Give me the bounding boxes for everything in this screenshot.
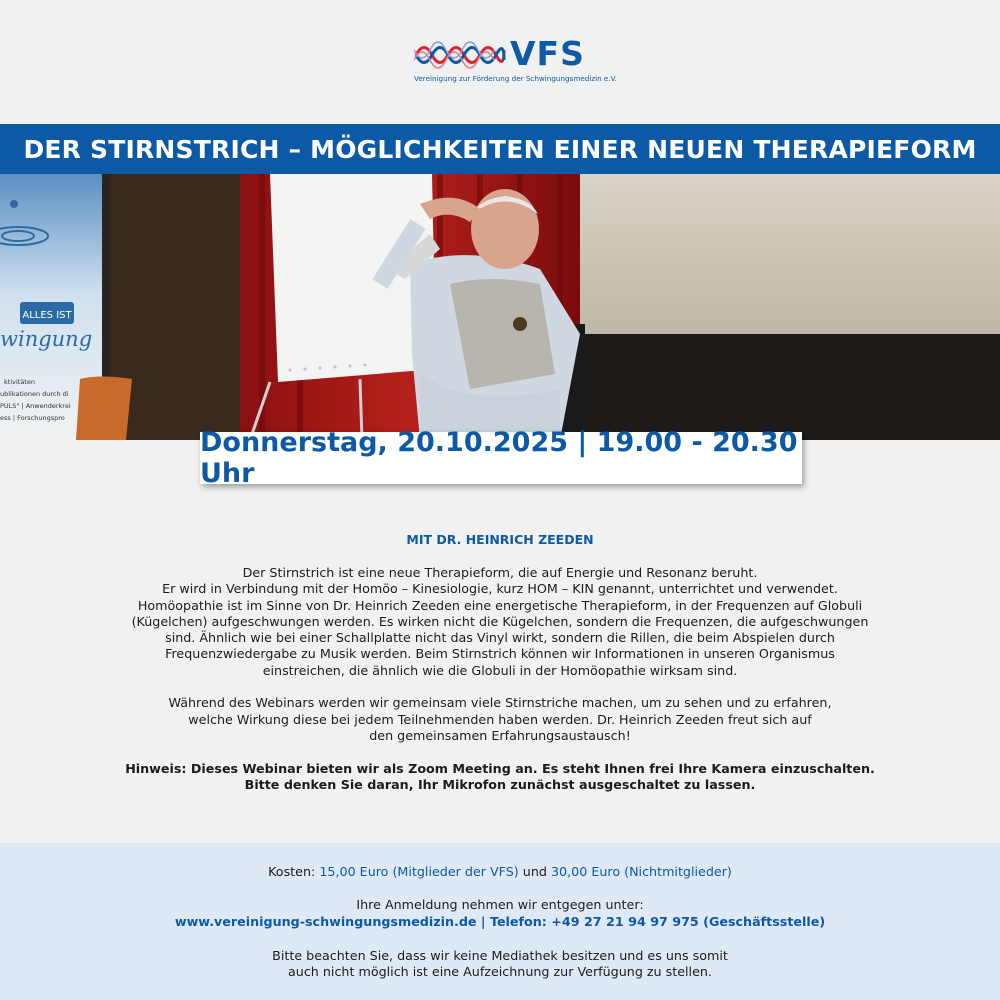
contact-line xyxy=(0,914,1000,930)
speaker-heading: MIT DR. HEINRICH ZEEDEN xyxy=(406,532,594,547)
text-line: Hinweis: Dieses Webinar bieten wir als Zoom Meeting an. Es steht Ihnen frei Ihre Kamera einzuschalten. xyxy=(125,760,875,776)
contact-separator: | xyxy=(476,914,490,929)
cost-member: 15,00 Euro (Mitglieder der VFS) xyxy=(319,864,519,879)
registration-label: Ihre Anmeldung nehmen wir entgegen unter: xyxy=(356,897,644,912)
phone-number[interactable]: Telefon: +49 27 21 94 97 975 (Geschäftsstelle) xyxy=(489,914,826,929)
event-description xyxy=(100,565,900,809)
text-line: Frequenzwiedergabe zu Musik werden. Beim Stirnstrich können wir Informationen in unseren Organismus xyxy=(165,646,835,662)
disclaimer-line-2: auch nicht möglich ist eine Aufzeichnung zur Verfügung zu stellen. xyxy=(288,964,712,979)
banner-text-4: ess | Forschungspro xyxy=(0,414,65,422)
website-link[interactable]: www.vereinigung-schwingungsmedizin.de xyxy=(174,914,477,929)
text-line: Er wird in Verbindung mit der Homöo – Kinesiologie, kurz HOM – KIN genannt, unterrichtet und verwendet. xyxy=(162,581,838,597)
text-line: (Kügelchen) aufgeschwungen werden. Es wirken nicht die Kügelchen, sondern die Frequenzen, die aufgeschwungen xyxy=(131,613,869,629)
banner-label-2: wingung xyxy=(0,327,93,351)
page-title: DER STIRNSTRICH – MÖGLICHKEITEN EINER NEUEN THERAPIEFORM xyxy=(23,134,977,164)
title-bar xyxy=(0,124,1000,174)
banner-text-1: ktivitäten xyxy=(4,378,35,386)
vfs-logo xyxy=(414,34,617,86)
logo-wordmark: VFS xyxy=(510,34,585,73)
cost-label: Kosten: xyxy=(268,864,320,879)
cost-and: und xyxy=(518,864,551,879)
photo-illustration xyxy=(0,174,1000,440)
banner-text-2: ublikationen durch di xyxy=(0,390,69,398)
text-line: sind. Ähnlich wie bei einer Schallplatte nicht das Vinyl wirkt, sondern die Rillen, die beim Abspielen durch xyxy=(165,630,835,646)
footer-info xyxy=(0,843,1000,1000)
banner-text-3: PULS" | Anwenderkrei xyxy=(0,402,71,410)
text-line: welche Wirkung diese bei jedem Teilnehmenden haben werden. Dr. Heinrich Zeeden freut sich auf xyxy=(188,711,812,727)
text-line: Während des Webinars werden wir gemeinsam viele Stirnstriche machen, um zu sehen und zu erfahren, xyxy=(168,695,832,711)
description-paragraph-1 xyxy=(100,565,900,679)
text-line: Homöopathie ist im Sinne von Dr. Heinrich Zeeden eine energetische Therapieform, in der Frequenzen auf Globuli xyxy=(137,597,863,613)
text-line: den gemeinsamen Erfahrungsaustausch! xyxy=(369,727,631,743)
speaker-photo xyxy=(0,174,1000,440)
description-paragraph-2 xyxy=(100,695,900,744)
event-date-box xyxy=(200,427,802,489)
text-line: Der Stirnstrich ist eine neue Therapieform, die auf Energie und Resonanz beruht. xyxy=(242,565,758,580)
event-date-time: Donnerstag, 20.10.2025 | 19.00 - 20.30 Uhr xyxy=(200,427,798,489)
dna-wave-icon xyxy=(414,40,506,70)
banner-label-1: ALLES IST xyxy=(22,310,72,321)
text-line: einstreichen, die ähnlich wie die Globuli in der Homöopathie wirksam sind. xyxy=(262,662,738,678)
cost-line xyxy=(0,864,1000,880)
cost-nonmember: 30,00 Euro (Nichtmitglieder) xyxy=(550,864,732,879)
text-line: Bitte denken Sie daran, Ihr Mikrofon zunächst ausgeschaltet zu lassen. xyxy=(244,776,756,792)
disclaimer-line-1: Bitte beachten Sie, dass wir keine Mediathek besitzen und es uns somit xyxy=(272,948,728,963)
logo-subtitle: Vereinigung zur Förderung der Schwingungsmedizin e.V. xyxy=(414,74,617,83)
webinar-note xyxy=(100,761,900,794)
